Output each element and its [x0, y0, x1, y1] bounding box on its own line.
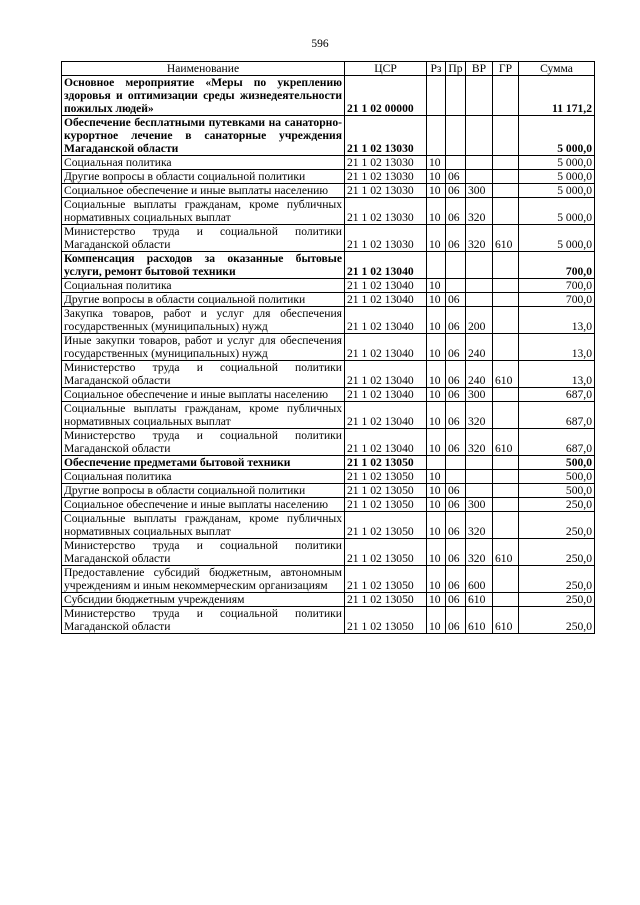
cell-pr: [446, 116, 466, 156]
header-name: Наименование: [62, 62, 345, 76]
cell-vr: 320: [466, 539, 493, 566]
cell-rz: 10: [427, 156, 446, 170]
cell-pr: [446, 470, 466, 484]
cell-gr: [493, 566, 519, 593]
table-header: [62, 62, 595, 76]
cell-sum: 13,0: [519, 307, 595, 334]
cell-rz: 10: [427, 184, 446, 198]
cell-sum: 250,0: [519, 607, 595, 634]
cell-name: Социальные выплаты гражданам, кроме публичных нормативных социальных выплат: [62, 198, 345, 225]
cell-csr: 21 1 02 13050: [345, 593, 427, 607]
cell-pr: 06: [446, 198, 466, 225]
cell-sum: 5 000,0: [519, 225, 595, 252]
cell-name: Основное мероприятие «Меры по укреплению здоровья и оптимизации среды жизнедеятельности пожилых людей»: [62, 76, 345, 116]
cell-pr: 06: [446, 607, 466, 634]
cell-gr: [493, 156, 519, 170]
cell-pr: 06: [446, 293, 466, 307]
cell-gr: [493, 184, 519, 198]
cell-rz: [427, 116, 446, 156]
cell-rz: 10: [427, 388, 446, 402]
cell-gr: [493, 593, 519, 607]
cell-pr: 06: [446, 484, 466, 498]
cell-pr: 06: [446, 225, 466, 252]
cell-sum: 5 000,0: [519, 184, 595, 198]
cell-rz: 10: [427, 566, 446, 593]
cell-vr: 610: [466, 607, 493, 634]
cell-csr: 21 1 02 13040: [345, 334, 427, 361]
cell-sum: 5 000,0: [519, 156, 595, 170]
cell-rz: 10: [427, 429, 446, 456]
cell-sum: 700,0: [519, 279, 595, 293]
cell-rz: 10: [427, 170, 446, 184]
cell-csr: 21 1 02 13050: [345, 539, 427, 566]
cell-pr: 06: [446, 184, 466, 198]
cell-pr: [446, 156, 466, 170]
cell-csr: 21 1 02 13050: [345, 484, 427, 498]
cell-sum: 5 000,0: [519, 170, 595, 184]
cell-sum: 687,0: [519, 388, 595, 402]
cell-vr: [466, 293, 493, 307]
cell-vr: [466, 470, 493, 484]
cell-pr: 06: [446, 334, 466, 361]
table-row: [62, 498, 595, 512]
cell-name: Министерство труда и социальной политики Магаданской области: [62, 225, 345, 252]
cell-vr: 320: [466, 198, 493, 225]
cell-name: Социальное обеспечение и иные выплаты населению: [62, 184, 345, 198]
cell-rz: 10: [427, 293, 446, 307]
cell-csr: 21 1 02 13030: [345, 116, 427, 156]
cell-name: Субсидии бюджетным учреждениям: [62, 593, 345, 607]
cell-rz: 10: [427, 279, 446, 293]
cell-vr: 300: [466, 184, 493, 198]
cell-vr: 240: [466, 334, 493, 361]
cell-pr: 06: [446, 170, 466, 184]
cell-csr: 21 1 02 13040: [345, 429, 427, 456]
cell-rz: 10: [427, 225, 446, 252]
cell-pr: 06: [446, 498, 466, 512]
table-row: [62, 198, 595, 225]
cell-gr: [493, 76, 519, 116]
cell-csr: 21 1 02 13040: [345, 402, 427, 429]
page-number: 596: [311, 38, 329, 50]
table-row: [62, 566, 595, 593]
cell-name: Компенсация расходов за оказанные бытовые услуги, ремонт бытовой техники: [62, 252, 345, 279]
cell-csr: 21 1 02 13030: [345, 184, 427, 198]
budget-table: [61, 61, 595, 634]
cell-sum: 5 000,0: [519, 198, 595, 225]
cell-sum: 687,0: [519, 429, 595, 456]
table-row: [62, 456, 595, 470]
table-row: [62, 593, 595, 607]
cell-vr: [466, 252, 493, 279]
table-row: [62, 388, 595, 402]
table-row: [62, 539, 595, 566]
cell-vr: [466, 156, 493, 170]
cell-name: Министерство труда и социальной политики Магаданской области: [62, 361, 345, 388]
cell-name: Иные закупки товаров, работ и услуг для обеспечения государственных (муниципальных) нужд: [62, 334, 345, 361]
cell-pr: 06: [446, 539, 466, 566]
cell-rz: 10: [427, 470, 446, 484]
cell-name: Предоставление субсидий бюджетным, автономным учреждениям и иным некоммерческим организациям: [62, 566, 345, 593]
cell-csr: 21 1 02 13050: [345, 470, 427, 484]
table-row: [62, 184, 595, 198]
header-pr: Пр: [446, 62, 466, 76]
cell-name: Обеспечение бесплатными путевками на санаторно-курортное лечение в санаторные учреждения Магаданской области: [62, 116, 345, 156]
table-row: [62, 116, 595, 156]
cell-name: Социальное обеспечение и иные выплаты населению: [62, 498, 345, 512]
cell-vr: 600: [466, 566, 493, 593]
cell-sum: 500,0: [519, 470, 595, 484]
cell-vr: 240: [466, 361, 493, 388]
cell-sum: 700,0: [519, 293, 595, 307]
cell-csr: 21 1 02 13030: [345, 225, 427, 252]
cell-name: Другие вопросы в области социальной политики: [62, 293, 345, 307]
cell-pr: [446, 252, 466, 279]
cell-gr: [493, 116, 519, 156]
cell-name: Другие вопросы в области социальной политики: [62, 484, 345, 498]
cell-vr: 200: [466, 307, 493, 334]
cell-name: Социальное обеспечение и иные выплаты населению: [62, 388, 345, 402]
table-row: [62, 76, 595, 116]
cell-gr: [493, 484, 519, 498]
cell-pr: 06: [446, 566, 466, 593]
table-row: [62, 252, 595, 279]
cell-rz: 10: [427, 484, 446, 498]
cell-csr: 21 1 02 13040: [345, 361, 427, 388]
cell-vr: [466, 456, 493, 470]
cell-gr: 610: [493, 429, 519, 456]
cell-pr: [446, 279, 466, 293]
cell-rz: 10: [427, 334, 446, 361]
cell-vr: 320: [466, 429, 493, 456]
cell-sum: 687,0: [519, 402, 595, 429]
table-row: [62, 512, 595, 539]
cell-csr: 21 1 02 13030: [345, 156, 427, 170]
cell-pr: 06: [446, 388, 466, 402]
cell-csr: 21 1 02 13050: [345, 607, 427, 634]
cell-csr: 21 1 02 13050: [345, 566, 427, 593]
cell-csr: 21 1 02 13030: [345, 170, 427, 184]
cell-name: Обеспечение предметами бытовой техники: [62, 456, 345, 470]
cell-csr: 21 1 02 13040: [345, 307, 427, 334]
cell-rz: 10: [427, 498, 446, 512]
cell-sum: 250,0: [519, 593, 595, 607]
header-row: [62, 62, 595, 76]
cell-gr: [493, 279, 519, 293]
cell-vr: 300: [466, 388, 493, 402]
cell-gr: [493, 170, 519, 184]
cell-csr: 21 1 02 13040: [345, 388, 427, 402]
table-row: [62, 279, 595, 293]
cell-gr: [493, 388, 519, 402]
cell-vr: [466, 279, 493, 293]
cell-vr: [466, 170, 493, 184]
cell-sum: 250,0: [519, 539, 595, 566]
cell-name: Министерство труда и социальной политики Магаданской области: [62, 607, 345, 634]
cell-sum: 250,0: [519, 566, 595, 593]
cell-rz: 10: [427, 593, 446, 607]
table-row: [62, 293, 595, 307]
cell-sum: 250,0: [519, 498, 595, 512]
table-row: [62, 470, 595, 484]
cell-vr: 610: [466, 593, 493, 607]
cell-pr: 06: [446, 402, 466, 429]
cell-sum: 500,0: [519, 484, 595, 498]
cell-rz: 10: [427, 539, 446, 566]
cell-sum: 13,0: [519, 361, 595, 388]
table-body: [62, 76, 595, 634]
cell-gr: [493, 293, 519, 307]
cell-vr: 300: [466, 498, 493, 512]
cell-gr: 610: [493, 607, 519, 634]
cell-gr: 610: [493, 225, 519, 252]
cell-sum: 11 171,2: [519, 76, 595, 116]
table-row: [62, 429, 595, 456]
cell-name: Другие вопросы в области социальной политики: [62, 170, 345, 184]
cell-gr: [493, 402, 519, 429]
cell-csr: 21 1 02 13030: [345, 198, 427, 225]
cell-gr: 610: [493, 539, 519, 566]
cell-rz: 10: [427, 512, 446, 539]
header-csr: ЦСР: [345, 62, 427, 76]
cell-gr: [493, 512, 519, 539]
cell-csr: 21 1 02 13040: [345, 293, 427, 307]
cell-gr: [493, 334, 519, 361]
cell-gr: [493, 252, 519, 279]
table-row: [62, 170, 595, 184]
cell-rz: [427, 76, 446, 116]
cell-vr: 320: [466, 225, 493, 252]
cell-pr: 06: [446, 593, 466, 607]
header-gr: ГР: [493, 62, 519, 76]
cell-csr: 21 1 02 13040: [345, 279, 427, 293]
cell-vr: [466, 116, 493, 156]
cell-gr: [493, 498, 519, 512]
cell-name: Социальные выплаты гражданам, кроме публичных нормативных социальных выплат: [62, 512, 345, 539]
cell-name: Министерство труда и социальной политики Магаданской области: [62, 429, 345, 456]
cell-sum: 250,0: [519, 512, 595, 539]
cell-csr: 21 1 02 13050: [345, 456, 427, 470]
cell-name: Социальная политика: [62, 279, 345, 293]
cell-gr: [493, 470, 519, 484]
cell-csr: 21 1 02 13050: [345, 498, 427, 512]
table-row: [62, 484, 595, 498]
cell-vr: [466, 484, 493, 498]
table-row: [62, 402, 595, 429]
table-row: [62, 225, 595, 252]
cell-sum: 700,0: [519, 252, 595, 279]
cell-gr: [493, 307, 519, 334]
header-sum: Сумма: [519, 62, 595, 76]
cell-sum: 500,0: [519, 456, 595, 470]
cell-pr: 06: [446, 512, 466, 539]
cell-rz: 10: [427, 198, 446, 225]
table-row: [62, 361, 595, 388]
cell-csr: 21 1 02 00000: [345, 76, 427, 116]
cell-vr: 320: [466, 512, 493, 539]
cell-rz: 10: [427, 402, 446, 429]
cell-name: Социальная политика: [62, 156, 345, 170]
cell-pr: 06: [446, 361, 466, 388]
cell-rz: 10: [427, 361, 446, 388]
cell-rz: [427, 252, 446, 279]
cell-name: Социальная политика: [62, 470, 345, 484]
header-vr: ВР: [466, 62, 493, 76]
cell-gr: 610: [493, 361, 519, 388]
table-row: [62, 334, 595, 361]
cell-pr: [446, 456, 466, 470]
cell-gr: [493, 198, 519, 225]
cell-rz: 10: [427, 307, 446, 334]
cell-rz: 10: [427, 607, 446, 634]
cell-vr: 320: [466, 402, 493, 429]
table-row: [62, 607, 595, 634]
table-row: [62, 307, 595, 334]
cell-vr: [466, 76, 493, 116]
cell-rz: [427, 456, 446, 470]
cell-pr: 06: [446, 429, 466, 456]
header-rz: Рз: [427, 62, 446, 76]
cell-sum: 5 000,0: [519, 116, 595, 156]
cell-name: Закупка товаров, работ и услуг для обеспечения государственных (муниципальных) нужд: [62, 307, 345, 334]
cell-csr: 21 1 02 13040: [345, 252, 427, 279]
cell-pr: 06: [446, 307, 466, 334]
cell-sum: 13,0: [519, 334, 595, 361]
cell-pr: [446, 76, 466, 116]
table-row: [62, 156, 595, 170]
cell-name: Министерство труда и социальной политики Магаданской области: [62, 539, 345, 566]
cell-csr: 21 1 02 13050: [345, 512, 427, 539]
cell-gr: [493, 456, 519, 470]
cell-name: Социальные выплаты гражданам, кроме публичных нормативных социальных выплат: [62, 402, 345, 429]
